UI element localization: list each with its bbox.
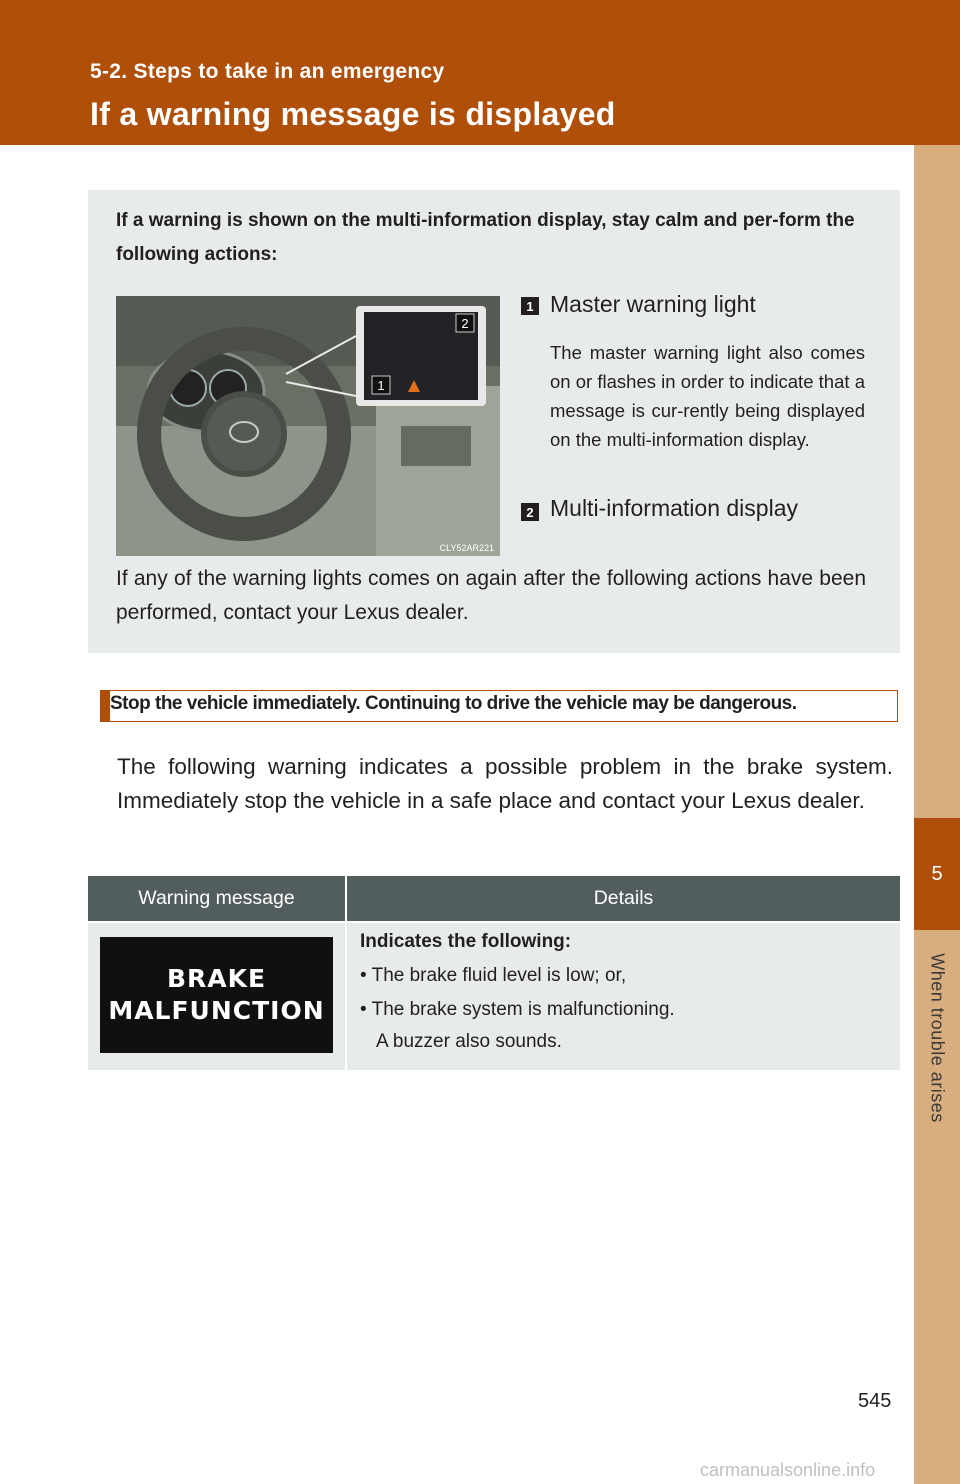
page-number: 545 <box>858 1390 892 1412</box>
table-header-details: Details <box>347 876 900 921</box>
dashboard-photo <box>116 296 500 556</box>
details-item: • The brake system is malfunctioning. <box>360 999 675 1020</box>
table-header-warning-message: Warning message <box>88 876 345 921</box>
subheading-box <box>100 690 898 722</box>
chapter-title: When trouble arises <box>927 953 948 1123</box>
details-extra: A buzzer also sounds. <box>376 1031 562 1052</box>
subheading-accent-bar <box>101 691 110 721</box>
svg-text:2: 2 <box>461 316 469 331</box>
table-cell-message <box>88 923 345 1070</box>
page-header <box>0 0 960 145</box>
page-title: If a warning message is displayed <box>90 96 616 132</box>
watermark: carmanualsonline.info <box>700 1460 876 1480</box>
warning-message-line: BRAKE <box>166 964 267 993</box>
warning-message-line: MALFUNCTION <box>108 996 325 1025</box>
warning-table <box>88 876 900 1070</box>
callout-title-master-warning-light: Master warning light <box>550 291 756 317</box>
intro-footer: If any of the warning lights comes on again after the following actions have been performed, contact your Lexus dealer. <box>116 567 866 624</box>
body-paragraph: The following warning indicates a possible problem in the brake system. Immediately stop the vehicle in a safe place and contact your Lexus dealer. <box>117 754 893 813</box>
details-item: • The brake fluid level is low; or, <box>360 965 627 986</box>
callout-title-multi-information-display: Multi-information display <box>550 495 798 521</box>
callout-description: The master warning light also comes on or flashes in order to indicate that a message is cur-rently being displayed on the multi-information display. <box>550 342 865 450</box>
svg-text:1: 1 <box>377 378 385 393</box>
chapter-tab[interactable]: 5 <box>914 818 960 930</box>
dashboard-illustration <box>116 296 500 556</box>
chapter-sidebar <box>914 145 960 1484</box>
intro-text: If a warning is shown on the multi-information display, stay calm and per-form the following actions: <box>116 210 855 265</box>
section-label: 5-2. Steps to take in an emergency <box>90 60 445 83</box>
table-cell-details <box>347 923 900 1070</box>
warning-message-display <box>100 937 333 1053</box>
photo-code: CLY52AR221 <box>439 543 494 553</box>
callout-number-2: 2 <box>521 503 539 521</box>
subheading-text: Stop the vehicle immediately. Continuing to drive the vehicle may be dangerous. <box>110 693 797 714</box>
callout-number-1: 1 <box>521 297 539 315</box>
details-title: Indicates the following: <box>360 931 572 952</box>
